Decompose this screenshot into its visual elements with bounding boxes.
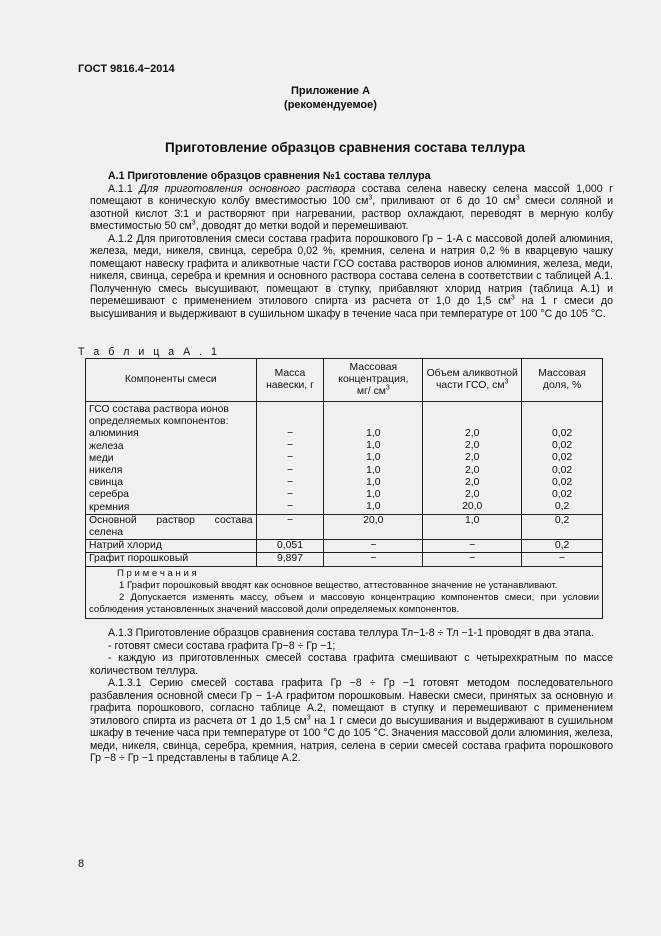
table-row-main-solution: Основной раствор состава селена − 20,0 1,0 0,2 bbox=[86, 514, 603, 539]
row-frac: 0,02 bbox=[551, 464, 573, 476]
header-concentration: Массовая концентрация, мг/ $см^3$ bbox=[324, 359, 423, 402]
table-row-gso bbox=[86, 402, 603, 515]
bullet-1: - готовят смеси состава графита Гр−8 ÷ Гр −1; bbox=[108, 639, 336, 652]
header-fraction: Массовая доля, % bbox=[522, 359, 603, 402]
row-conc: 1,0 bbox=[366, 464, 381, 476]
row-name: никеля bbox=[89, 465, 123, 477]
document-header: ГОСТ 9816.4−2014 bbox=[78, 63, 175, 75]
row-mass: − bbox=[286, 440, 294, 452]
row-frac: 0,02 bbox=[551, 452, 573, 464]
table-caption: Т а б л и ц а А . 1 bbox=[78, 346, 220, 358]
header-volume: Объем аликвотной части ГСО, $см^3$ bbox=[423, 359, 522, 402]
row-frac: 0,02 bbox=[551, 440, 573, 452]
row-mass: − bbox=[286, 428, 294, 439]
gso-label-2: определяемых компонентов: bbox=[89, 416, 229, 428]
section-a1-text bbox=[90, 170, 613, 320]
table-notes bbox=[86, 566, 603, 618]
row-conc: 1,0 bbox=[366, 440, 381, 452]
row-conc: 1,0 bbox=[366, 428, 381, 439]
row-vol: 2,0 bbox=[464, 476, 480, 488]
note-1: 1 Графит порошковый вводят как основное вещество, аттестованное значение не устанавливают. bbox=[119, 579, 558, 591]
row-mass: − bbox=[286, 476, 294, 488]
row-frac: 0,2 bbox=[554, 501, 570, 513]
paragraph-a13: А.1.3 Приготовление образцов сравнения состава теллура Тл−1-8 ÷ Тл −1-1 проводят в два этапа. bbox=[108, 627, 594, 639]
row-frac: 0,02 bbox=[551, 428, 573, 439]
note-2: 2 Допускается изменять массу, объем и массовую концентрацию компонентов смеси, при условии соблюдения установленных значений массовой доли определяемых компонентов. bbox=[89, 591, 599, 615]
row-mass: − bbox=[286, 489, 294, 501]
row-name: меди bbox=[89, 452, 114, 464]
row-vol: 2,0 bbox=[464, 440, 480, 452]
row-name: серебра bbox=[89, 489, 129, 501]
header-mass: Масса навески, г bbox=[256, 359, 324, 402]
table-header-row bbox=[86, 359, 603, 402]
paragraph-a11: А.1.1 Для приготовления основного раствора состава селена навеску селена массой 1,000 г помещают в коническую колбу вместимостью 100 $см^3$, приливают от 6 до 10 $см^3$ смеси соляной и азотной кислот 3:1 и растворяют при нагревании, раствор охлаждают, переводят в мерную колбу вместимостью 50 $см^3$, доводят до метки водой и перемешивают. bbox=[90, 182, 613, 232]
row-vol: 20,0 bbox=[462, 501, 483, 513]
a1-heading: А.1 Приготовление образцов сравнения №1 состава теллура bbox=[108, 170, 431, 182]
row-name: кремния bbox=[89, 501, 130, 513]
bullet-2: - каждую из приготовленных смесей состава графита смешивают с четырехкратным по массе количеством теллура. bbox=[90, 652, 613, 677]
notes-title: П р и м е ч а н и я bbox=[117, 567, 197, 579]
row-vol: 2,0 bbox=[464, 428, 480, 439]
row-frac: 0,02 bbox=[551, 489, 573, 501]
row-vol: 2,0 bbox=[464, 464, 480, 476]
section-a13-text bbox=[90, 627, 613, 765]
row-mass: − bbox=[286, 464, 294, 476]
row-conc: 1,0 bbox=[366, 476, 381, 488]
row-conc: 1,0 bbox=[366, 489, 381, 501]
page-number: 8 bbox=[78, 858, 85, 870]
row-name: алюминия bbox=[89, 428, 139, 440]
section-title: Приготовление образцов сравнения состава теллура bbox=[165, 140, 525, 155]
row-mass: − bbox=[286, 501, 294, 513]
row-conc: 1,0 bbox=[366, 501, 381, 513]
row-name: свинца bbox=[89, 477, 123, 489]
row-conc: 1,0 bbox=[366, 452, 381, 464]
paragraph-a12: А.1.2 Для приготовления смеси состава графита порошкового Гр − 1-А с массовой долей алюминия, железа, меди, никеля, свинца, серебра 0,02 %, кремния, селена и натрия 0,2 % в кварцевую чашку помещают навеску графита и аликвотные части ГСО состава растворов ионов алюминия, железа, меди, никеля, свинца, серебра и кремния и основного раствора состава селена в соответствии с таблицей А.1. Полученную смесь высушивают, помещают в ступку, прибавляют хлорид натрия (таблица А.1) и перемешивают с применением этилового спирта из расчета от 1,0 до 1,5 $см^3$ на 1 г смеси до высушивания и выдерживают в сушильном шкафу в течение часа при температуре от 100 °С до 105 °С. bbox=[90, 232, 613, 320]
appendix-title: Приложение А bbox=[290, 85, 371, 97]
paragraph-a131: А.1.3.1 Серию смесей состава графита Гр −8 ÷ Гр −1 готовят методом последовательного разбавления основной смеси Гр − 1-А графитом порошковым. Навески смеси, принятых за основную и графита порошкового, согласно таблице А.2, помещают в ступку и перемешивают с применением этилового спирта из расчета от 1 до 1,5 $см^3$ на 1 г смеси до высушивания и выдерживают в сушильном шкафу в течение часа при температуре от 100 °С до 105 °С. Значения массовой доли алюминия, железа, меди, никеля, свинца, серебра, кремния, натрия, селена в серии смесей состава графита порошкового Гр −8 ÷ Гр −1 представлены в таблице А.2. bbox=[90, 677, 613, 764]
row-mass: − bbox=[286, 452, 294, 464]
row-vol: 2,0 bbox=[464, 489, 480, 501]
table-a1 bbox=[85, 358, 603, 619]
table-row-nacl: Натрий хлорид 0,051 − − 0,2 bbox=[86, 540, 603, 553]
header-components: Компоненты смеси bbox=[86, 359, 257, 402]
gso-label: ГСО состава раствора ионов bbox=[89, 404, 229, 415]
row-frac: 0,02 bbox=[551, 476, 573, 488]
table-row-graphite: Графит порошковый 9,897 − − − bbox=[86, 553, 603, 566]
row-vol: 2,0 bbox=[464, 452, 480, 464]
appendix-subtitle: (рекомендуемое) bbox=[284, 99, 377, 111]
row-name: железа bbox=[89, 440, 124, 452]
